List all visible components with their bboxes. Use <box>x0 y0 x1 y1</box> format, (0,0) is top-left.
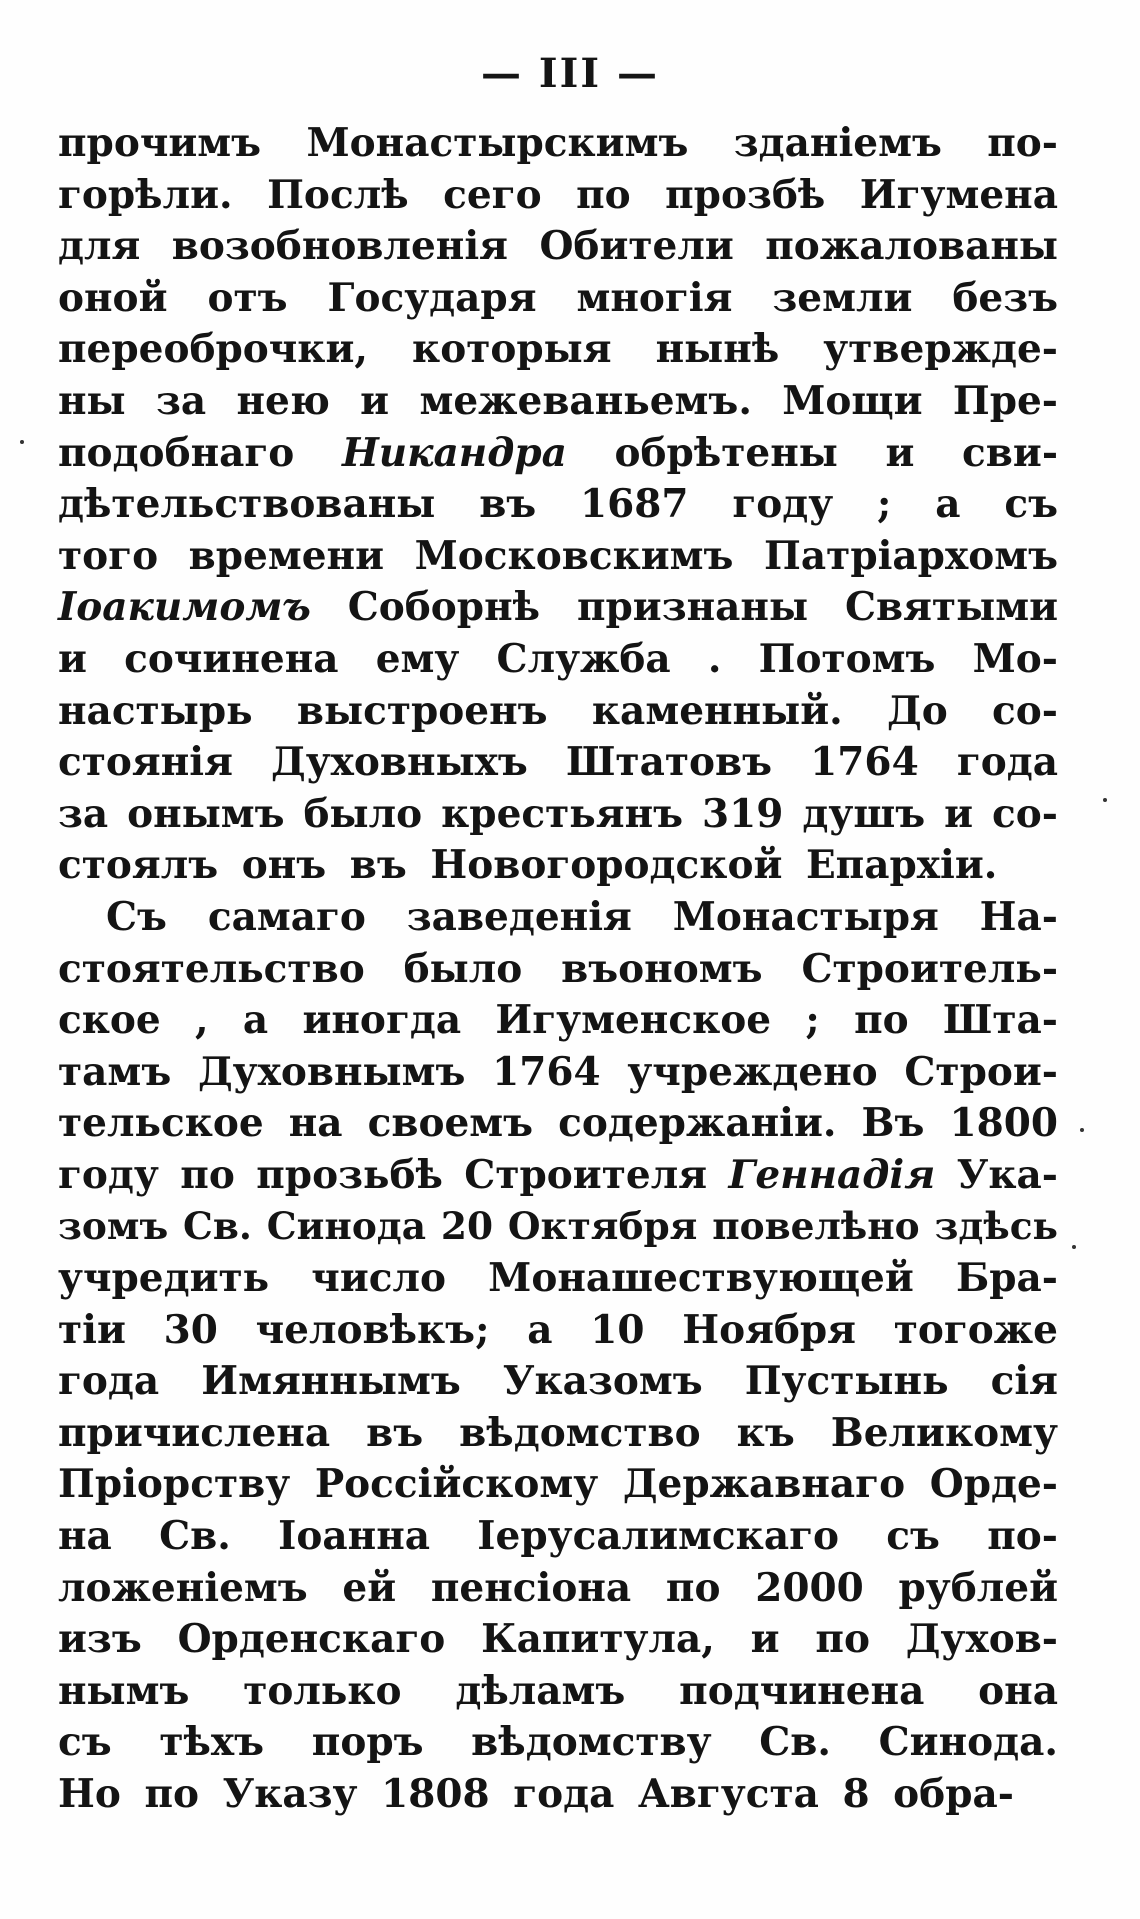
text-run: настырь выстроенъ каменный. До со- <box>58 687 1058 734</box>
text-run: ское , а иногда Игуменское ; по Шта- <box>58 997 1058 1044</box>
text-line <box>58 1201 1058 1253</box>
italic-name: Геннадія <box>728 1151 936 1198</box>
text-line <box>58 376 1058 428</box>
text-line <box>58 273 1058 325</box>
text-line <box>58 324 1058 376</box>
text-line <box>58 737 1058 789</box>
text-run: переоброчки, которыя нынѣ утвержде- <box>58 326 1058 373</box>
text-run: Ука- <box>935 1151 1058 1198</box>
text-line <box>58 479 1058 531</box>
text-run: ложеніемъ ей пенсіона по 2000 рублей <box>58 1564 1058 1611</box>
text-run: за онымъ было крестьянъ 319 душъ и со- <box>58 790 1058 837</box>
text-line <box>58 1253 1058 1305</box>
text-run: на Св. Іоанна Іерусалимскаго съ по- <box>58 1513 1058 1560</box>
text-line <box>58 582 1058 634</box>
text-run: дѣтельствованы въ 1687 году ; а съ <box>58 481 1058 528</box>
text-line <box>58 1356 1058 1408</box>
text-line <box>58 531 1058 583</box>
body-text <box>58 118 1058 1821</box>
text-run: ны за нею и межеваньемъ. Мощи Пре- <box>58 377 1058 424</box>
text-run: нымъ только дѣламъ подчинена она <box>58 1667 1058 1714</box>
text-run: Пріорству Россійскому Державнаго Орде- <box>58 1461 1058 1508</box>
page-number: — III — <box>481 50 659 97</box>
text-line <box>58 686 1058 738</box>
text-line <box>58 1047 1058 1099</box>
text-run: и сочинена ему Служба . Потомъ Мо- <box>58 635 1058 682</box>
text-line <box>58 1614 1058 1666</box>
text-line <box>58 1511 1058 1563</box>
text-run: Съ самаго заведенія Монастыря На- <box>106 893 1058 940</box>
text-line <box>58 1666 1058 1718</box>
text-run: Соборнѣ признаны Святыми <box>310 584 1058 631</box>
italic-name: Іоакимомъ <box>58 584 311 631</box>
text-run: стоялъ онъ въ Новогородской Епархіи. <box>58 842 998 889</box>
text-run: года Имяннымъ Указомъ Пустынь сія <box>58 1358 1058 1405</box>
text-run: тельское на своемъ содержаніи. Въ 1800 <box>58 1100 1058 1147</box>
text-line <box>58 840 1058 892</box>
text-run: стоятельство было въономъ Строитель- <box>58 945 1058 992</box>
text-line <box>58 892 1058 944</box>
text-line <box>58 118 1058 170</box>
text-line <box>58 1150 1058 1202</box>
text-line <box>58 789 1058 841</box>
text-run: того времени Московскимъ Патріархомъ <box>58 532 1058 579</box>
text-line <box>58 1408 1058 1460</box>
text-run: прочимъ Монастырскимъ зданіемъ по- <box>58 120 1058 166</box>
print-speck <box>1072 1245 1076 1249</box>
text-line <box>58 1305 1058 1357</box>
text-line <box>58 1717 1058 1769</box>
text-line <box>58 995 1058 1047</box>
text-run: изъ Орденскаго Капитула, и по Духов- <box>58 1616 1058 1663</box>
text-run: подобнаго <box>58 429 342 476</box>
text-run: горѣли. Послѣ сего по прозбѣ Игумена <box>58 171 1058 218</box>
text-line <box>58 221 1058 273</box>
text-run: обрѣтены и сви- <box>566 429 1058 476</box>
print-speck <box>1080 1128 1084 1132</box>
text-line <box>58 428 1058 480</box>
text-run: Но по Указу 1808 года Августа 8 обра- <box>58 1771 1014 1817</box>
text-run: съ тѣхъ поръ вѣдомству Св. Синода. <box>58 1719 1058 1766</box>
text-run: тіи 30 человѣкъ; а 10 Ноября тогоже <box>58 1306 1058 1353</box>
text-line <box>58 1459 1058 1511</box>
text-run: зомъ Св. Синода 20 Октября повелѣно здѣсь <box>58 1204 1058 1249</box>
text-run: тамъ Духовнымъ 1764 учреждено Строи- <box>58 1048 1058 1095</box>
text-line <box>58 634 1058 686</box>
italic-name: Никандра <box>341 429 567 476</box>
text-run: причислена въ вѣдомство къ Великому <box>58 1409 1058 1456</box>
text-line <box>58 1563 1058 1615</box>
print-speck <box>20 440 24 444</box>
text-line <box>58 170 1058 222</box>
text-line <box>58 1769 1058 1821</box>
text-line <box>58 1098 1058 1150</box>
text-run: для возобновленія Обители пожалованы <box>58 223 1058 270</box>
print-speck <box>1103 798 1107 802</box>
text-run: учредить число Монашествующей Бра- <box>58 1255 1058 1302</box>
text-run: году по прозьбѣ Строителя <box>58 1151 729 1198</box>
text-run: стоянія Духовныхъ Штатовъ 1764 года <box>58 739 1058 786</box>
text-line <box>58 944 1058 996</box>
text-run: оной отъ Государя многія земли безъ <box>58 274 1058 321</box>
